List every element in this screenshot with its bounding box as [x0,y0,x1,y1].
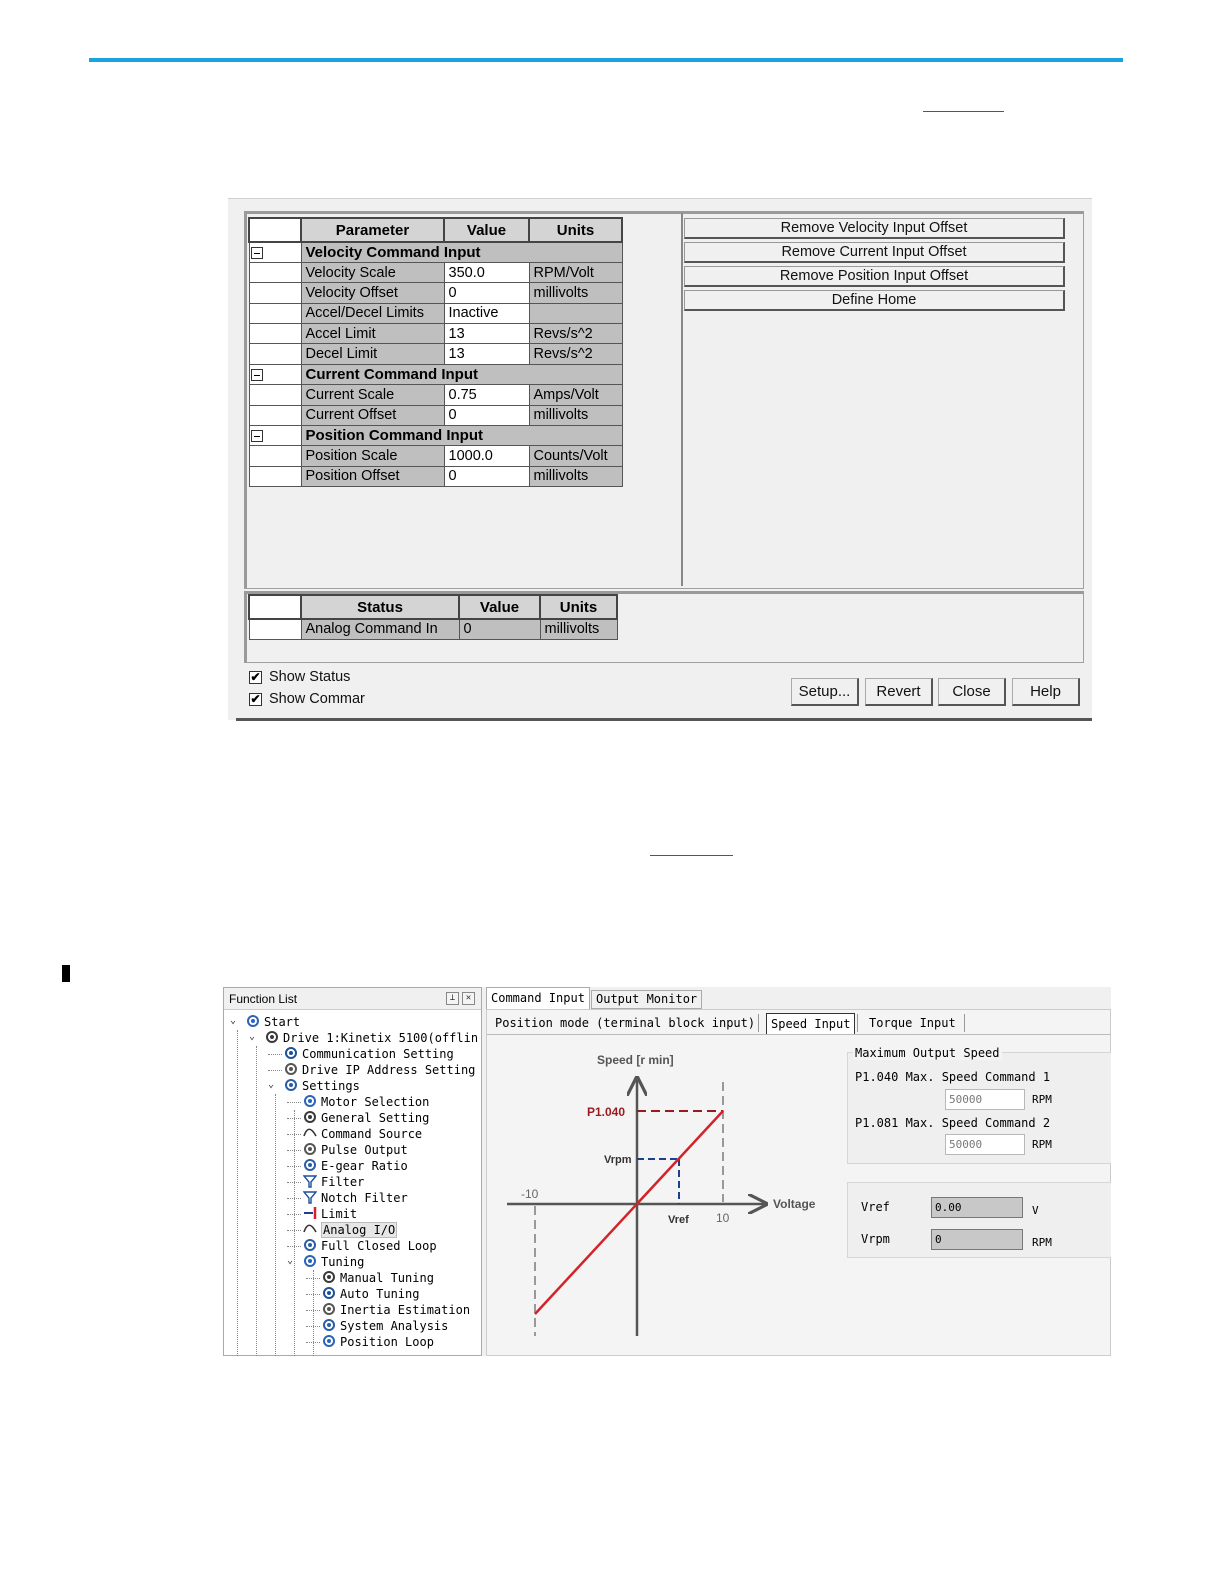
figure-link-underline-2[interactable] [650,855,733,856]
param-name: Accel/Decel Limits [301,303,444,323]
param-units: millivolts [529,283,622,303]
manual-tuning-icon [322,1270,336,1284]
param-value[interactable]: 13 [444,344,529,364]
remove-position-offset-button[interactable]: Remove Position Input Offset [684,266,1065,287]
tree-item-command-source[interactable] [303,1126,422,1142]
tree-item-filter[interactable] [303,1174,364,1190]
command-input-panel [486,1009,1111,1356]
max-speed-cmd2-unit: RPM [1032,1138,1052,1151]
collapse-icon[interactable] [251,247,263,259]
tree-item-drive-1-kinetix-5100-offlin[interactable] [265,1030,478,1046]
table-row[interactable] [249,466,622,486]
param-value[interactable]: 1000.0 [444,446,529,466]
drive-software-window [223,987,1111,1356]
tree-item-auto-tuning[interactable] [322,1286,419,1302]
param-units: Revs/s^2 [529,324,622,344]
tree-item-full-closed-loop[interactable] [303,1238,437,1254]
filter-icon [303,1174,317,1188]
tab-output-monitor[interactable]: Output Monitor [591,990,702,1009]
position-loop-icon [322,1334,336,1348]
table-row[interactable] [249,446,622,466]
pin-icon[interactable]: ⊥ [446,992,459,1005]
pulse-icon [303,1142,317,1156]
tree-item-label: Start [264,1015,301,1029]
panel-splitter[interactable] [681,213,683,586]
expand-toggle-icon[interactable]: ⌄ [287,1255,294,1266]
table-row[interactable] [249,262,622,282]
collapse-icon[interactable] [251,369,263,381]
param-units: Revs/s^2 [529,344,622,364]
param-units: RPM/Volt [529,262,622,282]
param-value[interactable]: 350.0 [444,262,529,282]
vrpm-monitor-value: 0 [931,1229,1023,1250]
tab-command-input[interactable]: Command Input [486,987,590,1010]
group-row-velocity[interactable] [249,242,622,262]
table-row[interactable] [249,303,622,323]
remove-current-offset-button[interactable]: Remove Current Input Offset [684,242,1065,263]
communication-icon [284,1046,298,1060]
analog-config-window [228,198,1092,720]
y-axis-label: Speed [r min] [597,1053,674,1067]
group-label: Current Command Input [301,364,622,384]
max-speed-cmd1-label: P1.040 Max. Speed Command 1 [855,1070,1051,1084]
table-row[interactable] [249,405,622,425]
expand-toggle-icon[interactable]: ⌄ [230,1015,237,1026]
tree-item-system-analysis[interactable] [322,1318,448,1334]
table-row[interactable] [249,619,617,639]
status-header-row [249,595,617,619]
tree-item-limit[interactable] [303,1206,357,1222]
tree-item-position-loop[interactable] [322,1334,434,1350]
param-units [529,303,622,323]
tree-item-label: Full Closed Loop [321,1239,437,1253]
tree-item-label: Settings [302,1079,360,1093]
p1040-label: P1.040 [587,1105,626,1119]
max-speed-cmd2-input[interactable]: 50000 [945,1134,1025,1155]
tree-item-label: Auto Tuning [340,1287,420,1301]
expand-toggle-icon[interactable]: ⌄ [249,1031,256,1042]
max-speed-cmd2-label: P1.081 Max. Speed Command 2 [855,1116,1051,1130]
auto-tuning-icon [322,1286,336,1300]
tuning-icon [303,1254,317,1268]
param-value[interactable]: 13 [444,324,529,344]
command-icon [303,1126,317,1140]
vrpm-monitor-unit: RPM [1032,1236,1052,1249]
show-commands-checkbox[interactable]: ✔ [250,692,261,706]
tree-item-manual-tuning[interactable] [322,1270,434,1286]
status-name: Analog Command In [301,619,459,639]
max-output-speed-title: Maximum Output Speed [855,1046,1000,1060]
window-bottom-edge [236,718,1092,721]
vref-monitor-value: 0.00 [931,1197,1023,1218]
tree-item-label: Position Loop [340,1335,434,1349]
tree-item-label: Inertia Estimation [340,1303,471,1317]
vref-monitor-label: Vref [861,1200,890,1214]
setup-button[interactable]: Setup... [791,678,859,706]
group-label: Velocity Command Input [301,242,622,262]
max-speed-cmd1-input[interactable]: 50000 [945,1089,1025,1110]
tree-item-label: Tuning [321,1255,365,1269]
param-value[interactable]: 0 [444,405,529,425]
param-name: Current Scale [301,385,444,405]
subtab-torque-input[interactable]: Torque Input [869,1016,956,1030]
change-bar [62,965,70,982]
egear-icon [303,1158,317,1172]
column-header-units[interactable]: Units [529,218,622,242]
status-units: millivolts [540,619,617,639]
tree-item-pulse-output[interactable] [303,1142,408,1158]
subtab-position-mode[interactable]: Position mode (terminal block input) [495,1016,756,1030]
close-button[interactable]: Close [938,678,1006,706]
tree-item-inertia-estimation[interactable] [322,1302,470,1318]
expand-toggle-icon[interactable]: ⌄ [268,1079,275,1090]
param-name: Current Offset [301,405,444,425]
gear-icon [303,1110,317,1124]
tree-item-label: Limit [321,1207,358,1221]
tree-item-label: Drive IP Address Setting [302,1063,476,1077]
define-home-button[interactable]: Define Home [684,290,1065,311]
speed-command-line [535,1111,723,1314]
param-name: Position Offset [301,466,444,486]
table-header-row [249,218,622,242]
param-name: Velocity Scale [301,262,444,282]
vref-monitor-unit: V [1032,1204,1039,1217]
loop-icon [303,1238,317,1252]
param-units: Counts/Volt [529,446,622,466]
column-header-units[interactable]: Units [540,595,617,619]
function-list-panel [223,987,482,1356]
tree-item-motor-selection[interactable] [303,1094,429,1110]
speed-voltage-diagram [487,1034,842,1356]
param-value[interactable]: Inactive [444,303,529,323]
help-button[interactable]: Help [1012,678,1080,706]
tree-item-label: Manual Tuning [340,1271,434,1285]
param-name: Accel Limit [301,324,444,344]
function-list-title: Function List [224,988,481,1010]
param-units: Amps/Volt [529,385,622,405]
revert-button[interactable]: Revert [865,678,933,706]
show-status-checkbox[interactable]: ✔ [250,670,261,684]
tree-item-drive-ip-address-setting[interactable] [284,1062,475,1078]
table-row[interactable] [249,283,622,303]
table-row[interactable] [249,344,622,364]
top-rule [89,58,1123,62]
tree-item-start[interactable] [246,1014,300,1030]
tree-item-notch-filter[interactable] [303,1190,408,1206]
vref-label: Vref [668,1214,689,1226]
x-axis-label: Voltage [773,1197,816,1211]
show-status-label: Show Status [269,669,351,685]
tree-item-label: System Analysis [340,1319,449,1333]
param-value[interactable]: 0 [444,283,529,303]
pos-ten-tick: 10 [716,1211,730,1225]
table-row[interactable] [249,385,622,405]
figure-link-underline-1[interactable] [923,111,1004,112]
parameter-table [248,217,623,487]
tree-item-label: E-gear Ratio [321,1159,408,1173]
motor-icon [303,1094,317,1108]
group-label: Position Command Input [301,426,622,446]
param-value[interactable]: 0 [444,466,529,486]
param-name: Velocity Offset [301,283,444,303]
tree-item-label: Command Source [321,1127,423,1141]
collapse-icon[interactable] [251,430,263,442]
tree-item-label: Communication Setting [302,1047,454,1061]
analysis-icon [322,1318,336,1332]
limit-icon [303,1206,317,1220]
tree-item-general-setting[interactable] [303,1110,429,1126]
status-table [248,594,618,640]
close-icon[interactable]: ✕ [462,992,475,1005]
tree-item-label: Filter [321,1175,365,1189]
param-units: millivolts [529,466,622,486]
drive-icon [265,1030,279,1044]
table-row[interactable] [249,324,622,344]
tree-item-e-gear-ratio[interactable] [303,1158,408,1174]
param-value[interactable]: 0.75 [444,385,529,405]
show-commands-label: Show Commar [269,691,365,707]
param-units: millivolts [529,405,622,425]
inertia-icon [322,1302,336,1316]
tree-item-analog-i-o[interactable] [303,1222,397,1238]
tree-item-communication-setting[interactable] [284,1046,454,1062]
start-icon [246,1014,260,1028]
max-speed-cmd1-unit: RPM [1032,1093,1052,1106]
column-header-value[interactable]: Value [459,595,540,619]
tree-item-label: Drive 1:Kinetix 5100(offlin [283,1031,479,1045]
tree-item-label: Motor Selection [321,1095,430,1109]
remove-velocity-offset-button[interactable]: Remove Velocity Input Offset [684,218,1065,239]
tree-item-label: Analog I/O [323,1223,396,1237]
tree-item-label: Notch Filter [321,1191,408,1205]
tree-item-settings[interactable] [284,1078,360,1094]
column-header-status[interactable]: Status [301,595,459,619]
notch-icon [303,1190,317,1204]
param-name: Position Scale [301,446,444,466]
tree-item-label: General Setting [321,1111,430,1125]
vrpm-label: Vrpm [604,1154,632,1166]
status-value: 0 [459,619,540,639]
param-name: Decel Limit [301,344,444,364]
wrench-icon [284,1062,298,1076]
vrpm-monitor-label: Vrpm [861,1232,890,1246]
tree-item-label: Pulse Output [321,1143,408,1157]
column-header-parameter[interactable]: Parameter [301,218,444,242]
neg-ten-tick: -10 [521,1187,539,1201]
group-row-current[interactable] [249,364,622,384]
subtab-speed-input[interactable]: Speed Input [766,1013,855,1035]
tree-item-tuning[interactable] [303,1254,364,1270]
analog-icon [303,1222,317,1236]
group-row-position[interactable] [249,426,622,446]
column-header-value[interactable]: Value [444,218,529,242]
settings-icon [284,1078,298,1092]
